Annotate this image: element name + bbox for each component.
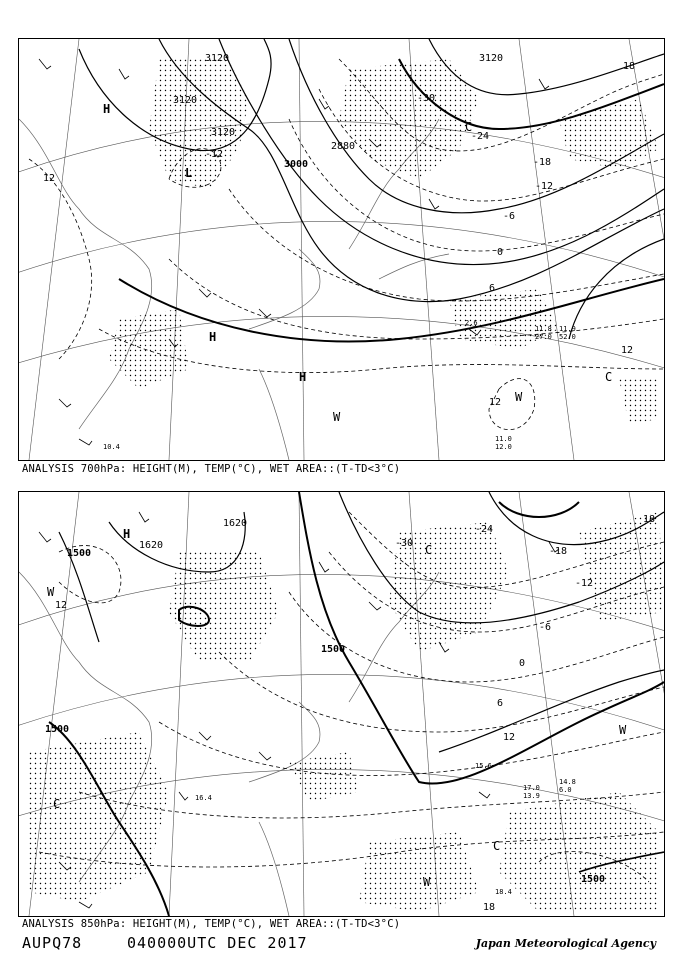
chart-700hpa bbox=[18, 38, 665, 461]
height-label: 1500 bbox=[45, 724, 70, 735]
warm-center: W bbox=[423, 875, 431, 889]
station-value: 11.9 bbox=[559, 325, 576, 333]
chart-id: AUPQ78 bbox=[22, 934, 83, 952]
chart-850hpa bbox=[18, 491, 665, 917]
height-label: 3120 bbox=[211, 127, 236, 138]
temp-label: -30 bbox=[417, 93, 436, 104]
cold-center: C bbox=[53, 797, 61, 811]
temp-label: 12 bbox=[503, 732, 516, 743]
station-value: 15.6 bbox=[475, 762, 492, 770]
temp-label: -6 bbox=[503, 211, 516, 222]
height-label: 3120 bbox=[173, 95, 198, 106]
station-value: 27.0 bbox=[535, 333, 552, 341]
temp-label: 12 bbox=[621, 345, 634, 356]
station-value: 13.9 bbox=[523, 792, 540, 800]
height-label: 3120 bbox=[479, 53, 504, 64]
warm-center: W bbox=[619, 723, 627, 737]
height-label: 1620 bbox=[223, 518, 248, 529]
valid-time: 040000UTC DEC 2017 bbox=[127, 934, 308, 952]
station-value: 10.4 bbox=[103, 443, 120, 451]
cold-center: C bbox=[493, 839, 501, 853]
cold-center: C bbox=[425, 543, 433, 557]
temp-label: 18 bbox=[623, 61, 636, 72]
height-label: 1500 bbox=[321, 644, 346, 655]
station-value: 11.0 bbox=[495, 435, 512, 443]
temp-label: 12 bbox=[489, 397, 502, 408]
temp-label: 0 bbox=[497, 247, 504, 258]
agency-name: Japan Meteorological Agency bbox=[475, 937, 656, 950]
height-label: 2880 bbox=[331, 141, 356, 152]
high-center: H bbox=[123, 527, 131, 541]
temp-label: 12 bbox=[43, 173, 56, 184]
high-center: H bbox=[103, 102, 111, 116]
temp-label: 6 bbox=[489, 283, 496, 294]
temp-label: -6 bbox=[539, 622, 552, 633]
temp-label: -18 bbox=[533, 157, 552, 168]
temp-label: 18 bbox=[483, 902, 496, 913]
temp-label: -24 bbox=[475, 524, 494, 535]
height-label: 1500 bbox=[67, 548, 92, 559]
cold-center: C bbox=[465, 120, 473, 134]
station-value: 14.8 bbox=[559, 778, 576, 786]
map-850hpa bbox=[19, 492, 664, 916]
warm-center: W bbox=[515, 390, 523, 404]
graticule bbox=[19, 39, 664, 460]
wind-barbs bbox=[39, 59, 552, 445]
temp-label: 12 bbox=[55, 600, 68, 611]
caption-850hpa: ANALYSIS 850hPa: HEIGHT(M), TEMP(°C), WET AREA::(T-TD<3°C) bbox=[22, 918, 401, 930]
temp-label: 18 bbox=[643, 514, 656, 525]
temp-label: -18 bbox=[549, 546, 568, 557]
warm-center: W bbox=[333, 410, 341, 424]
height-label: 3000 bbox=[284, 159, 309, 170]
temp-label: -12 bbox=[535, 181, 554, 192]
station-value: 17.0 bbox=[523, 784, 540, 792]
cold-center: C bbox=[605, 370, 613, 384]
station-value: 16.4 bbox=[195, 794, 212, 802]
height-label: 1500 bbox=[581, 874, 606, 885]
height-label: 3120 bbox=[205, 53, 230, 64]
station-value: 6.0 bbox=[559, 786, 572, 794]
station-value: 2.6 bbox=[465, 319, 478, 327]
map-700hpa bbox=[19, 39, 664, 460]
low-center: L bbox=[185, 166, 193, 180]
warm-center: W bbox=[47, 585, 55, 599]
high-center: H bbox=[209, 330, 217, 344]
caption-700hpa: ANALYSIS 700hPa: HEIGHT(M), TEMP(°C), WET AREA::(T-TD<3°C) bbox=[22, 463, 401, 475]
station-value: 18.4 bbox=[495, 888, 512, 896]
temp-label: -12 bbox=[575, 578, 594, 589]
temp-label: -30 bbox=[395, 538, 414, 549]
temp-label: 6 bbox=[497, 698, 504, 709]
wet-area bbox=[109, 59, 659, 424]
high-center: H bbox=[299, 370, 307, 384]
station-value: 11.8 bbox=[535, 325, 552, 333]
height-label: 1620 bbox=[139, 540, 164, 551]
station-value: 52.0 bbox=[559, 333, 576, 341]
temp-label: -24 bbox=[471, 131, 490, 142]
station-value: 12.0 bbox=[495, 443, 512, 451]
coastline bbox=[19, 119, 449, 460]
temp-label: 0 bbox=[519, 658, 526, 669]
temp-label: -12 bbox=[205, 149, 224, 160]
